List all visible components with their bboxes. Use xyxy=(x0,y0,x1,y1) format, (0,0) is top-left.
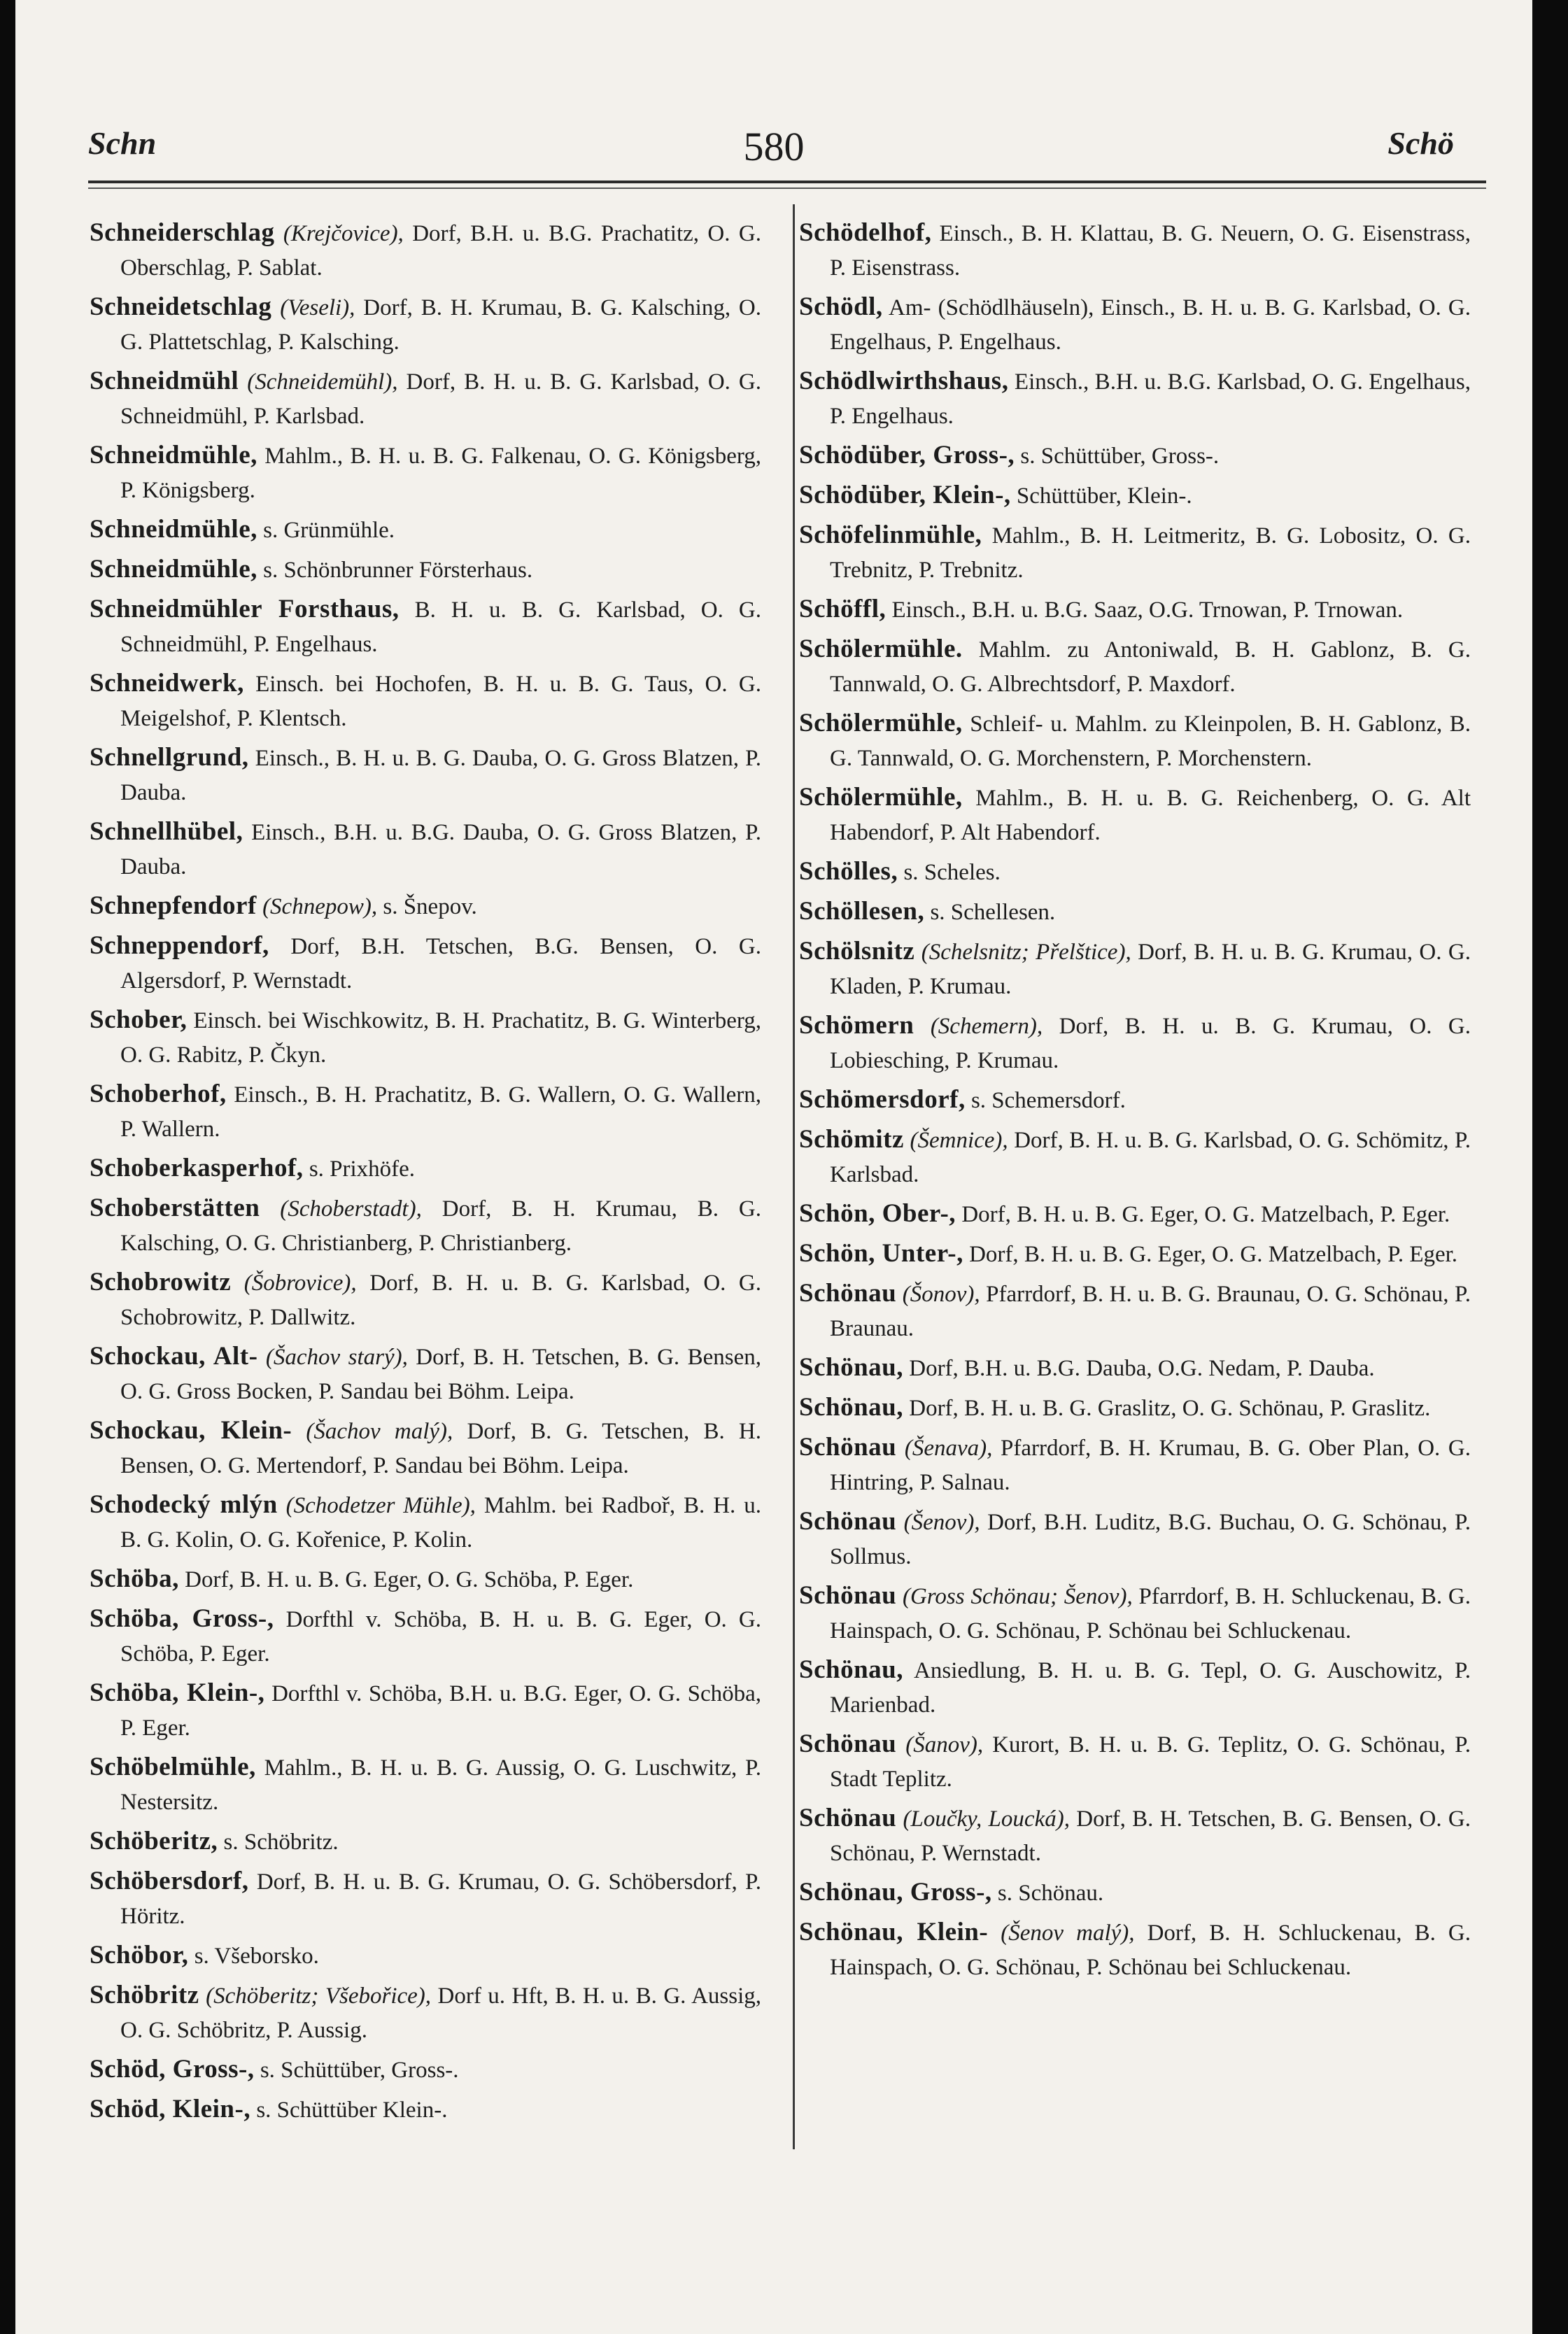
entry-text: s. Schüttüber Klein-. xyxy=(256,2098,448,2123)
entry-headword: Schöllesen, xyxy=(799,897,925,926)
page-header xyxy=(15,0,1532,189)
entry-text: Dorf, B. H. u. B. G. Karlsbad, O. G. Schömitz, P. Karlsbad. xyxy=(830,1128,1471,1187)
entry-headword: Schömersdorf, xyxy=(799,1085,966,1114)
gazetteer-entry xyxy=(90,1151,761,1187)
entry-headword: Schneppendorf, xyxy=(90,931,269,960)
gazetteer-entry xyxy=(90,889,761,924)
entry-headword: Schödl, xyxy=(799,292,883,321)
entry-headword: Schöba, Gross-, xyxy=(90,1604,274,1633)
entry-text: Dorf, B.H. Tetschen, B.G. Bensen, O. G. Algersdorf, P. Wernstadt. xyxy=(120,934,762,993)
entry-text: Dorf, B.H. Luditz, B.G. Buchau, O. G. Schönau, P. Sollmus. xyxy=(830,1510,1471,1569)
entry-headword: Schölsnitz xyxy=(799,937,915,966)
gazetteer-entry xyxy=(799,1727,1471,1797)
entry-headword: Schön, Unter-, xyxy=(799,1239,963,1268)
gazetteer-entry xyxy=(90,1077,761,1147)
gazetteer-entry xyxy=(799,518,1471,588)
gazetteer-entry xyxy=(90,1978,761,2048)
entry-text: s. Schellesen. xyxy=(930,900,1056,925)
entry-text: Dorf, B. H. Krumau, B. G. Kalsching, O. G. Plattetschlag, P. Kalsching. xyxy=(120,295,762,355)
entry-text: Mahlm. bei Radboř, B. H. u. B. G. Kolin, O. G. Kořenice, P. Kolin. xyxy=(120,1493,762,1553)
entry-text: s. Schüttüber, Gross-. xyxy=(260,2058,459,2083)
entry-headword: Schöd, Gross-, xyxy=(90,2055,255,2084)
gazetteer-entry xyxy=(90,928,761,998)
entry-headword: Schneidmühl xyxy=(90,367,239,395)
entry-headword: Schönau xyxy=(799,1507,897,1536)
entry-headword: Schnellgrund, xyxy=(90,743,249,772)
gazetteer-entry xyxy=(799,1915,1471,1985)
gazetteer-entry xyxy=(799,854,1471,890)
entry-variant-name: (Šachov malý), xyxy=(306,1419,453,1444)
running-head-left: Schn xyxy=(88,125,157,161)
entry-text: s. Schönau. xyxy=(997,1881,1104,1906)
entry-variant-name: (Šanov), xyxy=(905,1732,984,1757)
entry-text: Dorf, B. H. Krumau, B. G. Kalsching, O. G. Christianberg, P. Christianberg. xyxy=(120,1196,761,1256)
gazetteer-entry xyxy=(799,894,1471,930)
gazetteer-entry xyxy=(90,1601,761,1671)
gazetteer-entry xyxy=(90,666,761,736)
right-column xyxy=(799,215,1471,1989)
entry-text: s. Schüttüber, Gross-. xyxy=(1020,444,1220,469)
entry-headword: Schönau xyxy=(799,1804,897,1832)
entry-headword: Schölles, xyxy=(799,857,898,886)
entry-headword: Schneiderschlag xyxy=(90,218,275,247)
gazetteer-entry xyxy=(799,1008,1471,1078)
gazetteer-entry xyxy=(799,706,1471,776)
gazetteer-entry xyxy=(90,2092,761,2128)
entry-text: Dorf, B. H. u. B. G. Eger, O. G. Schöba, P. Eger. xyxy=(185,1567,634,1592)
entry-text: Dorf, B. H. u. B. G. Karlsbad, O. G. Schneidmühl, P. Karlsbad. xyxy=(120,369,762,429)
entry-text: Kurort, B. H. u. B. G. Teplitz, O. G. Schönau, P. Stadt Teplitz. xyxy=(830,1732,1471,1792)
entry-text: Pfarrdorf, B. H. Krumau, B. G. Ober Plan, O. G. Hintring, P. Salnau. xyxy=(830,1436,1471,1495)
entry-variant-name: (Schemern), xyxy=(930,1014,1043,1039)
entry-variant-name: (Šenov malý), xyxy=(1001,1921,1135,1946)
entry-headword: Schoberstätten xyxy=(90,1194,260,1222)
gazetteer-entry xyxy=(90,215,761,285)
gazetteer-entry xyxy=(799,478,1471,514)
entry-headword: Schockau, Alt- xyxy=(90,1342,258,1371)
entry-text: Einsch., B. H. Klattau, B. G. Neuern, O. G. Eisenstrass, P. Eisenstrass. xyxy=(830,221,1471,281)
gazetteer-entry xyxy=(90,592,761,662)
gazetteer-entry xyxy=(90,1938,761,1974)
gazetteer-entry xyxy=(799,290,1471,360)
entry-headword: Schönau, xyxy=(799,1655,903,1684)
entry-text: Dorfthl v. Schöba, B. H. u. B. G. Eger, O. G. Schöba, P. Eger. xyxy=(120,1607,761,1667)
gazetteer-entry xyxy=(90,1487,761,1557)
entry-text: Dorf, B. H. u. B. G. Krumau, O. G. Lobiesching, P. Krumau. xyxy=(830,1014,1471,1073)
entry-text: Dorfthl v. Schöba, B.H. u. B.G. Eger, O. G. Schöba, P. Eger. xyxy=(120,1681,761,1741)
entry-headword: Schönau xyxy=(799,1581,897,1610)
gazetteer-entry xyxy=(90,1413,761,1483)
gazetteer-entry xyxy=(799,438,1471,474)
entry-text: Dorf, B. H. u. B. G. Karlsbad, O. G. Schobrowitz, P. Dallwitz. xyxy=(120,1271,762,1330)
gazetteer-entry xyxy=(90,1265,761,1335)
entry-headword: Schnepfendorf xyxy=(90,891,257,920)
entry-text: Schleif- u. Mahlm. zu Kleinpolen, B. H. Gablonz, B. G. Tannwald, O. G. Morchenstern, P. Morchenstern. xyxy=(830,712,1471,771)
gazetteer-entry xyxy=(90,1824,761,1860)
gazetteer-entry xyxy=(90,1562,761,1597)
entry-text: Mahlm., B. H. u. B. G. Falkenau, O. G. Königsberg, P. Königsberg. xyxy=(120,444,761,503)
column-divider xyxy=(793,204,795,2149)
entry-headword: Schöbelmühle, xyxy=(90,1753,256,1781)
book-page xyxy=(15,0,1532,2334)
entry-headword: Schodecký mlýn xyxy=(90,1490,278,1519)
entry-variant-name: (Šonov), xyxy=(902,1282,980,1307)
entry-headword: Schönau xyxy=(799,1279,897,1308)
gazetteer-entry xyxy=(90,1676,761,1746)
entry-headword: Schnellhübel, xyxy=(90,817,243,846)
left-column xyxy=(90,215,761,2132)
gazetteer-entry xyxy=(90,290,761,360)
entry-headword: Schneidmühle, xyxy=(90,555,257,584)
entry-headword: Schöfelinmühle, xyxy=(799,521,982,549)
entry-headword: Schneidwerk, xyxy=(90,669,244,698)
gazetteer-entry xyxy=(799,1875,1471,1911)
entry-variant-name: (Loučky, Loucká), xyxy=(903,1806,1070,1832)
entry-variant-name: (Šenov), xyxy=(903,1510,980,1535)
entry-headword: Schönau, xyxy=(799,1353,903,1382)
entry-text: Einsch. bei Hochofen, B. H. u. B. G. Taus, O. G. Meigelshof, P. Klentsch. xyxy=(120,672,762,731)
entry-headword: Schöbersdorf, xyxy=(90,1867,249,1895)
entry-headword: Schneidmühle, xyxy=(90,441,257,469)
entry-text: s. Schemersdorf. xyxy=(970,1088,1126,1113)
entry-variant-name: (Schoberstadt), xyxy=(280,1196,422,1222)
entry-text: s. Schönbrunner Försterhaus. xyxy=(263,558,533,583)
entry-headword: Schölermühle. xyxy=(799,635,963,663)
entry-text: Dorf, B. H. Tetschen, B. G. Bensen, O. G. Gross Bocken, P. Sandau bei Böhm. Leipa. xyxy=(120,1345,762,1404)
entry-headword: Schneidetschlag xyxy=(90,292,272,321)
entry-variant-name: (Šenava), xyxy=(904,1436,993,1461)
gazetteer-entry xyxy=(799,364,1471,434)
gazetteer-entry xyxy=(799,1350,1471,1386)
gazetteer-entry xyxy=(799,934,1471,1004)
gazetteer-entry xyxy=(90,552,761,588)
entry-text: Pfarrdorf, B. H. u. B. G. Braunau, O. G. Schönau, P. Braunau. xyxy=(830,1282,1471,1341)
entry-text: s. Šnepov. xyxy=(383,894,477,919)
entry-text: Einsch. bei Wischkowitz, B. H. Prachatitz, B. G. Winterberg, O. G. Rabitz, P. Čkyn. xyxy=(120,1008,762,1068)
entry-text: s. Grünmühle. xyxy=(263,518,395,543)
entry-variant-name: (Krejčovice), xyxy=(283,221,404,246)
entry-headword: Schönau, xyxy=(799,1393,903,1422)
gazetteer-entry xyxy=(799,1653,1471,1723)
entry-headword: Schöberitz, xyxy=(90,1827,218,1855)
entry-variant-name: (Schelsnitz; Přelštice), xyxy=(921,940,1131,965)
entry-text: Einsch., B.H. u. B.G. Dauba, O. G. Gross Blatzen, P. Dauba. xyxy=(120,820,762,879)
entry-headword: Schöba, Klein-, xyxy=(90,1678,265,1707)
gazetteer-entry xyxy=(799,592,1471,628)
entry-text: Dorf, B. H. u. B. G. Krumau, O. G. Kladen, P. Krumau. xyxy=(830,940,1471,999)
entry-headword: Schoberhof, xyxy=(90,1080,227,1108)
entry-text: Einsch., B.H. u. B.G. Saaz, O.G. Trnowan, P. Trnowan. xyxy=(891,597,1404,623)
entry-headword: Schödüber, Klein-, xyxy=(799,481,1011,509)
entry-variant-name: (Schneidemühl), xyxy=(247,369,398,395)
entry-variant-name: (Šachov starý), xyxy=(265,1345,408,1370)
entry-headword: Schödüber, Gross-, xyxy=(799,441,1015,469)
gazetteer-entry xyxy=(799,1801,1471,1871)
entry-headword: Schöd, Klein-, xyxy=(90,2095,251,2123)
entry-text: Dorf, B. H. u. B. G. Krumau, O. G. Schöbersdorf, P. Höritz. xyxy=(120,1869,762,1929)
entry-variant-name: (Schnepow), xyxy=(262,894,378,919)
entry-text: Dorf, B. G. Tetschen, B. H. Bensen, O. G. Mertendorf, P. Sandau bei Böhm. Leipa. xyxy=(120,1419,761,1478)
entry-headword: Schömitz xyxy=(799,1125,904,1154)
entry-text: Dorf, B.H. u. B.G. Dauba, O.G. Nedam, P. Dauba. xyxy=(909,1356,1375,1381)
entry-headword: Schönau xyxy=(799,1433,897,1462)
gazetteer-entry xyxy=(799,1236,1471,1272)
gazetteer-entry xyxy=(90,438,761,508)
entry-text: Einsch., B.H. u. B.G. Karlsbad, O. G. Engelhaus, P. Engelhaus. xyxy=(830,369,1471,429)
gazetteer-entry xyxy=(799,1082,1471,1118)
entry-text: s. Všeborsko. xyxy=(194,1944,319,1969)
entry-headword: Schölermühle, xyxy=(799,783,963,812)
entry-headword: Schöbritz xyxy=(90,1981,199,2009)
entry-variant-name: (Schodetzer Mühle), xyxy=(285,1493,476,1518)
entry-headword: Schönau xyxy=(799,1730,897,1758)
entry-headword: Schockau, Klein- xyxy=(90,1416,292,1445)
running-head-right: Schö xyxy=(1387,125,1454,161)
entry-text: s. Scheles. xyxy=(903,860,1001,885)
gazetteer-entry xyxy=(799,1122,1471,1192)
entry-headword: Schömern xyxy=(799,1011,914,1040)
entry-headword: Schöbor, xyxy=(90,1941,189,1969)
entry-text: Dorf, B. H. Tetschen, B. G. Bensen, O. G. Schönau, P. Wernstadt. xyxy=(830,1806,1471,1866)
entry-text: Ansiedlung, B. H. u. B. G. Tepl, O. G. Auschowitz, P. Marienbad. xyxy=(830,1658,1471,1718)
entry-text: Mahlm., B. H. u. B. G. Reichenberg, O. G. Alt Habendorf, P. Alt Habendorf. xyxy=(830,786,1471,845)
entry-text: Dorf, B. H. Schluckenau, B. G. Hainspach, O. G. Schönau, P. Schönau bei Schluckenau. xyxy=(830,1921,1471,1980)
gazetteer-entry xyxy=(90,1750,761,1820)
entry-headword: Schönau, Klein- xyxy=(799,1918,989,1946)
entry-text: Mahlm. zu Antoniwald, B. H. Gablonz, B. G. Tannwald, O. G. Albrechtsdorf, P. Maxdorf. xyxy=(830,637,1471,697)
entry-text: Dorf, B. H. u. B. G. Eger, O. G. Matzelbach, P. Eger. xyxy=(961,1202,1450,1227)
gazetteer-entry xyxy=(90,1864,761,1934)
gazetteer-entry xyxy=(799,1276,1471,1346)
gazetteer-entry xyxy=(799,780,1471,850)
entry-text: Mahlm., B. H. Leitmeritz, B. G. Lobositz, O. G. Trebnitz, P. Trebnitz. xyxy=(830,523,1471,583)
entry-text: Mahlm., B. H. u. B. G. Aussig, O. G. Luschwitz, P. Nestersitz. xyxy=(120,1755,762,1815)
entry-text: Dorf, B. H. u. B. G. Graslitz, O. G. Schönau, P. Graslitz. xyxy=(909,1396,1431,1421)
entry-variant-name: (Gross Schönau; Šenov), xyxy=(902,1584,1133,1609)
entry-text: Dorf u. Hft, B. H. u. B. G. Aussig, O. G. Schöbritz, P. Aussig. xyxy=(120,1983,762,2043)
entry-variant-name: (Veseli), xyxy=(280,295,355,320)
entry-text: s. Schöbritz. xyxy=(223,1830,339,1855)
entry-headword: Schober, xyxy=(90,1005,188,1034)
gazetteer-entry xyxy=(799,215,1471,285)
entry-headword: Schöffl, xyxy=(799,595,887,623)
gazetteer-entry xyxy=(90,1339,761,1409)
entry-headword: Schönau, Gross-, xyxy=(799,1878,992,1907)
header-rule-thin xyxy=(88,188,1486,189)
gazetteer-entry xyxy=(90,364,761,434)
entry-headword: Schölermühle, xyxy=(799,709,963,737)
entry-text: B. H. u. B. G. Karlsbad, O. G. Schneidmühl, P. Engelhaus. xyxy=(120,597,761,657)
gazetteer-entry xyxy=(90,512,761,548)
entry-text: s. Prixhöfe. xyxy=(309,1157,416,1182)
entry-headword: Schobrowitz xyxy=(90,1268,232,1296)
gazetteer-entry xyxy=(799,632,1471,702)
entry-variant-name: (Šemnice), xyxy=(910,1128,1008,1153)
gazetteer-entry xyxy=(90,740,761,810)
gazetteer-entry xyxy=(799,1578,1471,1648)
entry-text: Einsch., B. H. Prachatitz, B. G. Wallern, O. G. Wallern, P. Wallern. xyxy=(120,1082,762,1142)
entry-text: Dorf, B. H. u. B. G. Eger, O. G. Matzelbach, P. Eger. xyxy=(969,1242,1458,1267)
gazetteer-entry xyxy=(799,1430,1471,1500)
entry-headword: Schneidmühle, xyxy=(90,515,257,544)
gazetteer-entry xyxy=(799,1196,1471,1232)
gazetteer-entry xyxy=(799,1390,1471,1426)
entry-headword: Schödlwirthshaus, xyxy=(799,367,1009,395)
entry-headword: Schödelhof, xyxy=(799,218,932,247)
gazetteer-entry xyxy=(799,1504,1471,1574)
entry-headword: Schneidmühler Forsthaus, xyxy=(90,595,400,623)
gazetteer-entry xyxy=(90,2052,761,2088)
entry-text: Einsch., B. H. u. B. G. Dauba, O. G. Gross Blatzen, P. Dauba. xyxy=(120,746,762,805)
entry-text: Am- (Schödlhäuseln), Einsch., B. H. u. B. G. Karlsbad, O. G. Engelhaus, P. Engelhaus. xyxy=(830,295,1471,355)
gazetteer-entry xyxy=(90,1191,761,1261)
entry-text: Dorf, B.H. u. B.G. Prachatitz, O. G. Oberschlag, P. Sablat. xyxy=(120,221,761,281)
entry-variant-name: (Šobrovice), xyxy=(243,1271,357,1296)
entry-text: Schüttüber, Klein-. xyxy=(1016,483,1192,509)
entry-headword: Schön, Ober-, xyxy=(799,1199,956,1228)
gazetteer-entry xyxy=(90,814,761,884)
header-rule xyxy=(88,181,1486,183)
entry-variant-name: (Schöberitz; Všebořice), xyxy=(206,1983,432,2009)
entry-headword: Schöba, xyxy=(90,1564,179,1593)
entry-headword: Schoberkasperhof, xyxy=(90,1154,304,1182)
page-number: 580 xyxy=(743,124,805,169)
entry-text: Pfarrdorf, B. H. Schluckenau, B. G. Hainspach, O. G. Schönau, P. Schönau bei Schluckenau. xyxy=(830,1584,1471,1643)
gazetteer-entry xyxy=(90,1003,761,1073)
